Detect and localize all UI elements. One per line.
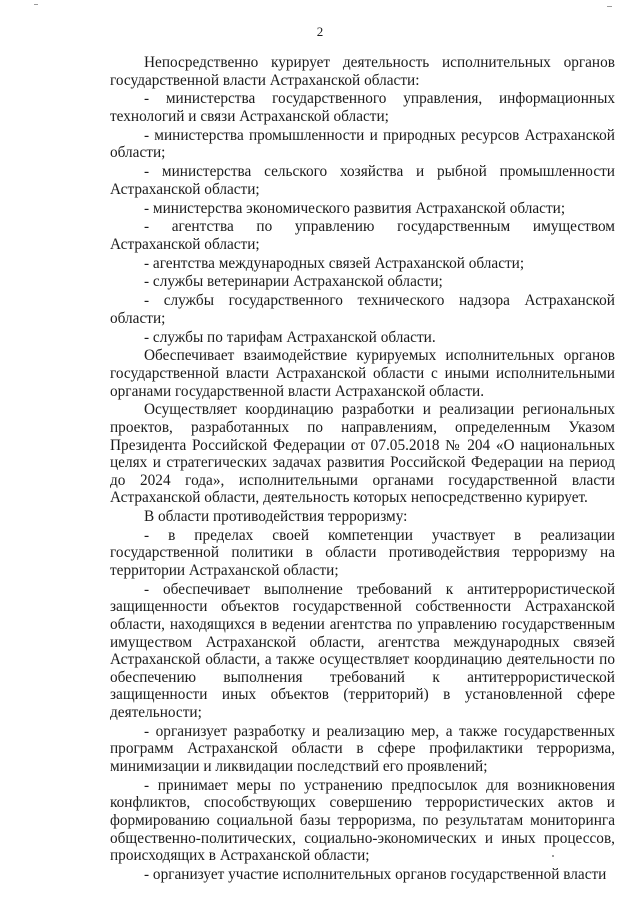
list-item: - министерства промышленности и природных ресурсов Астраханской области; xyxy=(110,126,615,162)
scan-artifact xyxy=(607,6,612,7)
list-item: - службы ветеринарии Астраханской области; xyxy=(144,273,443,291)
scan-artifact xyxy=(552,855,554,857)
list-item: - службы государственного технического надзора Астраханской области; xyxy=(110,292,615,327)
list-item: - организует участие исполнительных органов государственной власти xyxy=(144,865,607,883)
paragraph: Обеспечивает взаимодействие курируемых исполнительных органов государственной власти Астраханской области с иными исполнительными органами государственной власти Астраханской области. xyxy=(110,347,615,400)
list-item: - министерства государственного управления, информационных технологий и связи Астраханской области; xyxy=(110,90,615,125)
paragraph: Осуществляет координацию разработки и реализации региональных проектов, разработанных по направлениям, определенным Указом Президента Российской Федерации от 07.05.2018 № 204 «О национальных целях и стратегических задачах развития Российской Федерации на период до 2024 года», исполнительными органами государственной власти Астраханской области, деятельность которых непосредственно курирует. xyxy=(110,401,615,507)
paragraph: Непосредственно курирует деятельность исполнительных органов государственной власти Астраханской области: xyxy=(110,54,615,89)
list-item: - агентства международных связей Астраханской области; xyxy=(144,254,525,272)
list-item: - в пределах своей компетенции участвует в реализации государственной политики в области противодействия терроризму на территории Астраханской области; xyxy=(110,526,615,580)
section-heading: В области противодействия терроризму: xyxy=(144,508,408,526)
list-item: - организует разработку и реализацию мер, а также государственных программ Астраханской области в сфере профилактики терроризма, минимизации и ликвидации последствий его проявлений; xyxy=(110,722,615,775)
document-body xyxy=(110,54,615,885)
list-item: - министерства сельского хозяйства и рыбной промышленности Астраханской области; xyxy=(110,163,615,198)
list-item: - принимает меры по устранению предпосылок для возникновения конфликтов, способствующих совершению террористических актов и формированию социальной базы терроризма, по результатам мониторинга общественно-политических, социально-экономических и иных процессов, происходящих в Астраханской области; xyxy=(110,776,615,865)
list-item: - агентства по управлению государственным имуществом Астраханской области; xyxy=(110,218,615,253)
list-item: - министерства экономического развития Астраханской области; xyxy=(144,199,566,217)
scan-artifact xyxy=(34,4,38,5)
list-item: - обеспечивает выполнение требований к антитеррористической защищенности объектов государственной собственности Астраханской области, находящихся в ведении агентства по управлению государственным имуществом Астраханской области, агентства международных связей Астраханской области, а также осуществляет координацию деятельности по обеспечению выполнения требований к антитеррористической защищенности иных объектов (территорий) в установленной сфере деятельности; xyxy=(110,580,615,721)
page-number: 2 xyxy=(316,24,324,39)
list-item: - службы по тарифам Астраханской области. xyxy=(144,328,436,346)
